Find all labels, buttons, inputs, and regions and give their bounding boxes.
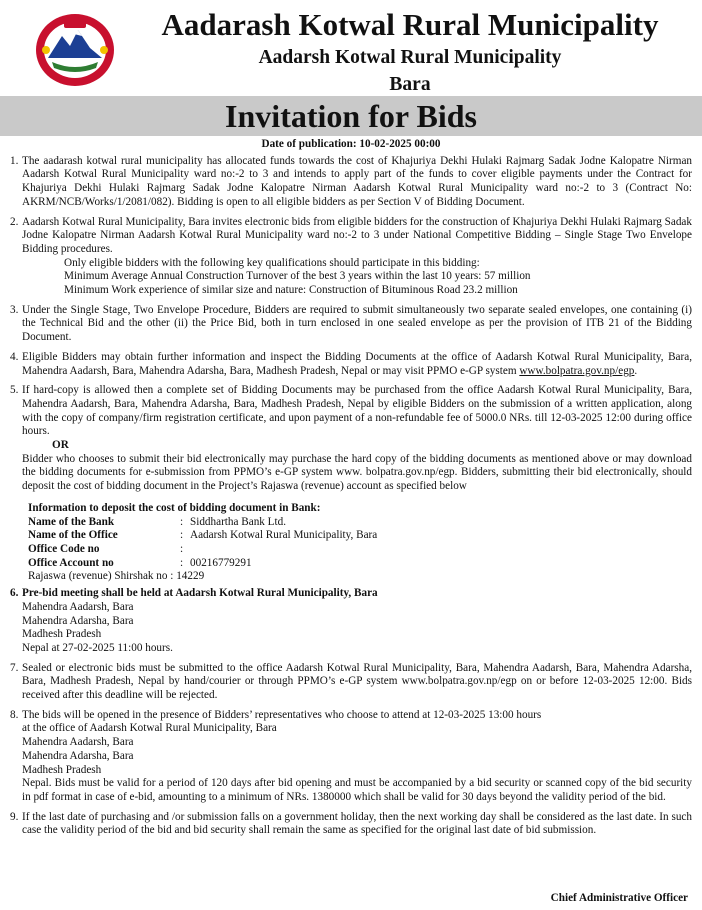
clause-text: Nepal. Bids must be valid for a period of 120 days after bid opening and must be accompanied by a bid security or scanned copy of the bid security in pdf format in case of e-bid, amounting to a minimum of NRs. 1380000 which shall be valid for 30 days beyond the validity period of the bid. bbox=[22, 777, 692, 803]
clause-3 bbox=[10, 304, 692, 345]
bank-row-separator: : bbox=[180, 542, 184, 555]
clause-6 bbox=[10, 587, 692, 656]
municipality-title: Aadarash Kotwal Rural Municipality bbox=[161, 7, 659, 42]
bank-row bbox=[28, 557, 377, 571]
clause-8 bbox=[10, 709, 692, 805]
clause-text-start: Eligible Bidders may obtain further information and inspect the Bidding Documents at the office of Aadarsh Kotwal Rural Municipality, Bara, Mahendra Aadarsh, Bara, Mahendra Adarsha, Bara, Madhesh Pradesh, Nepal or may visit PPMO e-GP system bbox=[22, 350, 692, 377]
clause-number: 1. bbox=[10, 154, 19, 167]
qualification-turnover: Minimum Average Annual Construction Turnover of the best 3 years within the last 10 years: 57 million bbox=[64, 270, 531, 283]
notice-body bbox=[10, 138, 692, 844]
bank-row-separator: : bbox=[180, 515, 184, 528]
clause-1 bbox=[10, 155, 692, 210]
bank-row-label: Name of the Office bbox=[28, 529, 118, 542]
notice-header bbox=[0, 0, 702, 134]
bank-row-value bbox=[190, 543, 377, 557]
clause-number: 8. bbox=[10, 708, 19, 721]
clause-text bbox=[22, 351, 692, 378]
clause-number: 7. bbox=[10, 661, 19, 674]
clause-number: 4. bbox=[10, 350, 19, 363]
qualification-intro: Only eligible bidders with the following key qualifications should participate in this bidding: bbox=[64, 256, 480, 269]
prebid-datetime: Nepal at 27-02-2025 11:00 hours. bbox=[22, 641, 173, 654]
clause-9 bbox=[10, 811, 692, 838]
bank-row-label: Office Account no bbox=[28, 556, 114, 569]
rajaswa-shirshak: Rajaswa (revenue) Shirshak no : 14229 bbox=[28, 570, 205, 583]
address-line: Madhesh Pradesh bbox=[22, 763, 102, 776]
qualification-experience: Minimum Work experience of similar size and nature: Construction of Bituminous Road 23.2 million bbox=[64, 284, 518, 297]
bank-row-separator: : bbox=[180, 529, 184, 542]
bank-row-value: Siddhartha Bank Ltd. bbox=[190, 515, 287, 528]
bank-info-title: Information to deposit the cost of bidding document in Bank: bbox=[28, 501, 321, 514]
bank-row-label: Office Code no bbox=[28, 542, 100, 555]
clause-text: Under the Single Stage, Two Envelope Procedure, Bidders are required to submit simultaneously two separate sealed envelopes, one containing (i) the Technical Bid and the other (ii) the Price Bid, both in turn enclosed in one sealed envelope as per the provision of ITB 21 of the Bidding Document. bbox=[22, 303, 692, 344]
bank-row bbox=[28, 529, 377, 543]
opening-line: The bids will be opened in the presence of Bidders’ representatives who choose to attend at 12-03-2025 13:00 hours bbox=[22, 708, 542, 721]
clause-text: If the last date of purchasing and /or submission falls on a government holiday, then the next working day shall be considered as the last date. In such case the validity period of the bid and bid security shall remain the same as specified for the original last date of bid submission. bbox=[22, 810, 692, 837]
signoff: Chief Administrative Officer bbox=[550, 892, 688, 904]
clause-5 bbox=[10, 384, 692, 494]
bank-info-table bbox=[28, 516, 377, 571]
bank-row-value: 00216779291 bbox=[190, 556, 252, 569]
clause-2 bbox=[10, 216, 692, 298]
or-separator: OR bbox=[52, 439, 69, 452]
bank-row bbox=[28, 516, 377, 530]
clause-number: 6. bbox=[10, 587, 19, 600]
bank-row-value: Aadarsh Kotwal Rural Municipality, Bara bbox=[190, 529, 378, 542]
publication-date: Date of publication: 10-02-2025 00:00 bbox=[261, 138, 441, 150]
address-line: at the office of Aadarsh Kotwal Rural Municipality, Bara bbox=[22, 722, 277, 735]
bank-row-separator: : bbox=[180, 556, 184, 569]
bank-row bbox=[28, 543, 377, 557]
address-line: Madhesh Pradesh bbox=[22, 628, 102, 641]
clause-text: Aadarsh Kotwal Rural Municipality, Bara invites electronic bids from eligible bidders for the construction of Khajuriya Dekhi Hulaki Rajmarg Sadak Jodne Kalopatre Nirman Aadarsh Kotwal Rural Municipality ward no:-2 to 3 under National Competitive Bidding – Single Stage Two Envelope Bidding procedures. bbox=[22, 215, 692, 255]
clause-text: The aadarash kotwal rural municipality has allocated funds towards the cost of Khajuriya Dekhi Hulaki Rajmarg Sadak Jodne Kalopatre Nirman Aadarsh Kotwal Rural Municipality ward no:-2 to 3 and intends to apply part of the funds to cover eligible payments under the Contract for Khajuriya Dekhi Hulaki Rajmarg Sadak Jodne Kalopatre Nirman Aadarsh Kotwal Rural Municipality ward no:-2 to 3 (Contract No: AKRM/NCB/Works/1/2081/082). Bidding is open to all eligible bidders as per Section V of Bidding Document. bbox=[22, 154, 692, 208]
nepal-emblem-icon bbox=[34, 12, 116, 88]
clause-number: 9. bbox=[10, 810, 19, 823]
clause-number: 5. bbox=[10, 384, 19, 397]
prebid-heading: Pre-bid meeting shall be held at Aadarsh Kotwal Rural Municipality, Bara bbox=[22, 587, 378, 600]
clause-number: 2. bbox=[10, 215, 19, 228]
address-line: Mahendra Aadarsh, Bara bbox=[22, 600, 134, 613]
clause-text-electronic: Bidder who chooses to submit their bid electronically may purchase the hard copy of the bidding documents as mentioned above or may download the bidding documents for e-submission from PPMO’s e-GP system www. bolpatra.gov.np/egp. Bidders, submitting their bid electronically, should deposit the cost of bidding document in the Project’s Rajaswa (revenue) account as specified below bbox=[22, 452, 692, 493]
municipality-subtitle: Aadarsh Kotwal Rural Municipality bbox=[258, 47, 562, 68]
address-line: Mahendra Aadarsh, Bara bbox=[22, 736, 134, 749]
clause-number: 3. bbox=[10, 303, 19, 316]
address-line: Mahendra Adarsha, Bara bbox=[22, 614, 134, 627]
district-name: Bara bbox=[389, 74, 431, 95]
clause-4 bbox=[10, 351, 692, 378]
clause-text-end: . bbox=[634, 364, 638, 377]
notice-banner: Invitation for Bids bbox=[0, 96, 702, 136]
bank-row-label: Name of the Bank bbox=[28, 515, 115, 528]
clause-text: Sealed or electronic bids must be submitted to the office Aadarsh Kotwal Rural Municipality, Bara, Mahendra Aadarsh, Bara, Mahendra Adarsha, Bara, Madhesh Pradesh, Nepal by hand/courier or through PPMO’s e-GP system www.bolpatra.gov.np/egp on or before 12-03-2025 12:00. Bids received after this deadline will be rejected. bbox=[22, 661, 692, 702]
address-line: Mahendra Adarsha, Bara bbox=[22, 749, 134, 762]
egp-link[interactable]: www.bolpatra.gov.np/egp bbox=[519, 364, 635, 377]
clause-text: If hard-copy is allowed then a complete set of Bidding Documents may be purchased from the office Aadarsh Kotwal Rural Municipality, Bara, Mahendra Aadarsh, Bara, Mahendra Adarsha, Bara, Madhesh Pradesh, Nepal by eligible Bidders on the submission of a written application, along with the copy of company/firm registration certificate, and upon payment of a non-refundable fee of 5000.0 NRs. till 12-03-2025 12:00 during office hours. bbox=[22, 384, 692, 438]
clause-7 bbox=[10, 662, 692, 703]
